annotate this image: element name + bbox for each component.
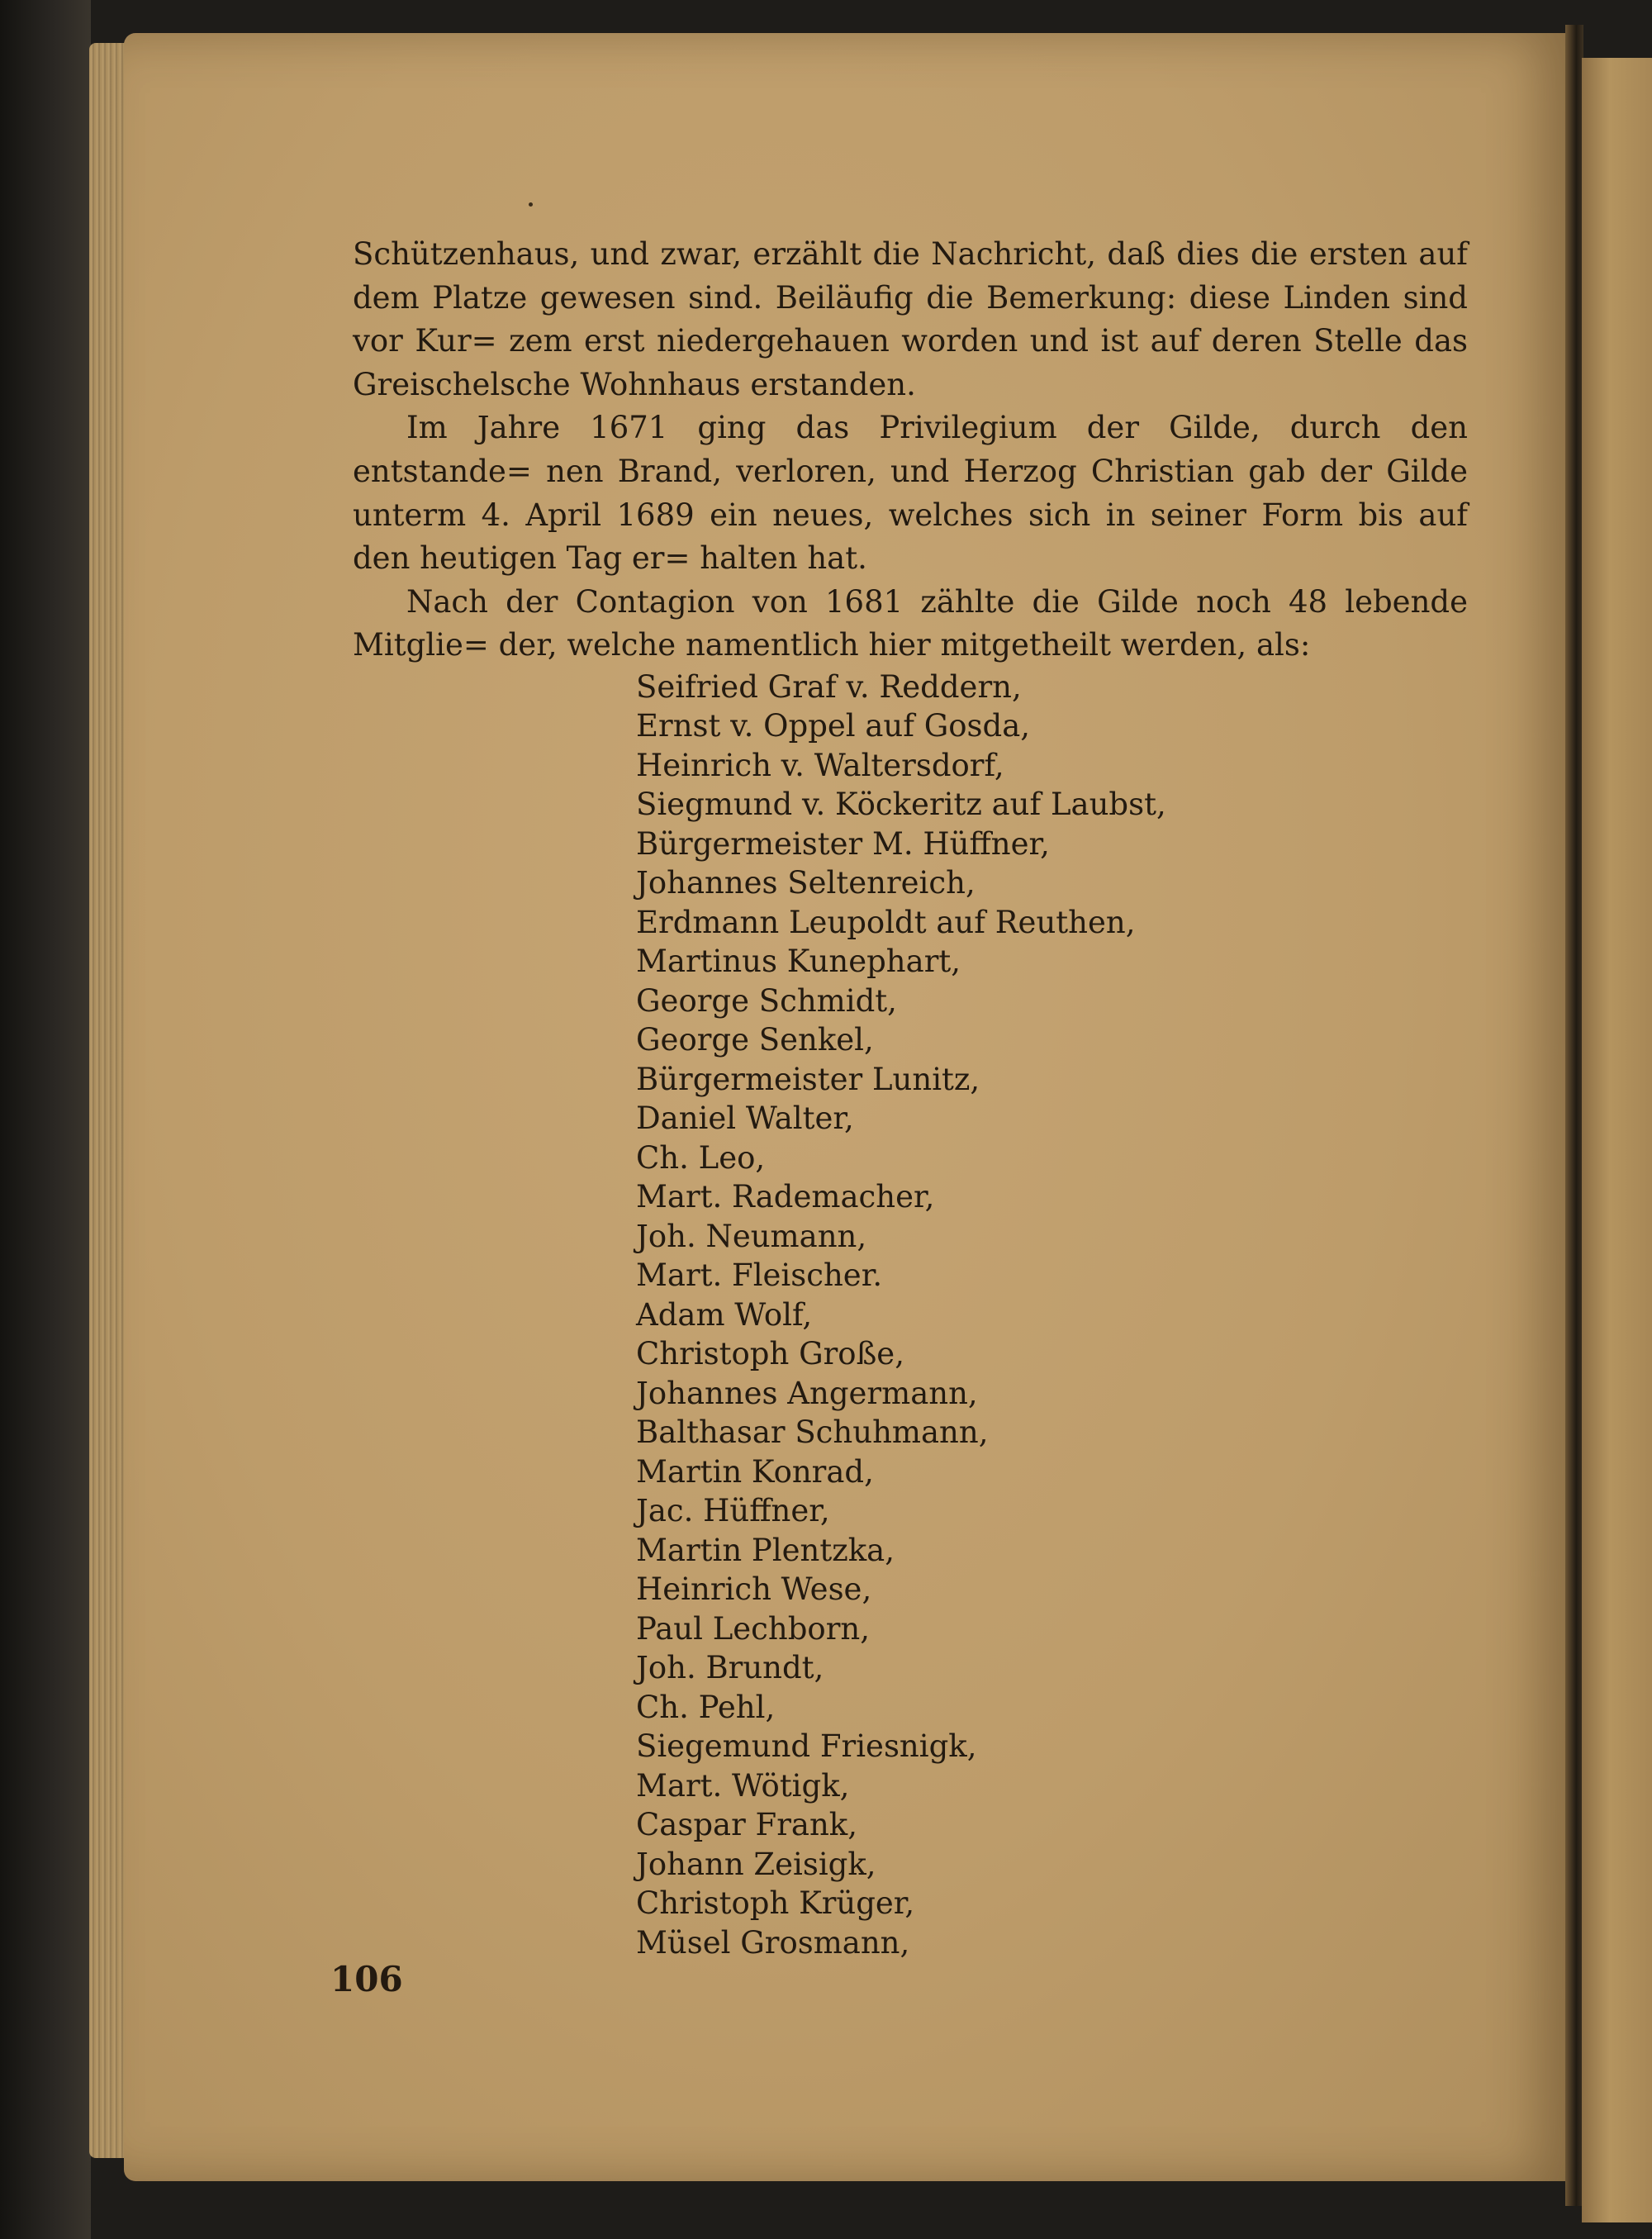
member-name: Mart. Wötigk, bbox=[636, 1767, 850, 1804]
member-name: Ch. Pehl, bbox=[636, 1689, 776, 1725]
member-name: Bürgermeister M. Hüffner, bbox=[636, 825, 1050, 862]
book-cover-edge bbox=[0, 0, 91, 2239]
paragraph-3 bbox=[353, 581, 1468, 668]
member-name: Christoph Große, bbox=[636, 1336, 904, 1372]
member-name: George Senkel, bbox=[636, 1022, 874, 1058]
book-gutter bbox=[1565, 25, 1583, 2206]
text-line: zem erst niedergehauen worden und ist auf deren Stelle das Greischelsche bbox=[353, 323, 1468, 402]
member-name: Johann Zeisigk, bbox=[636, 1846, 876, 1882]
text-line: halten hat. bbox=[700, 540, 867, 577]
page-text bbox=[353, 233, 1468, 1962]
ink-speck bbox=[529, 202, 533, 207]
page-number: 106 bbox=[330, 1959, 403, 1999]
member-name: Martinus Kunephart, bbox=[636, 944, 961, 980]
text-line: Nach der Contagion von 1681 zählte die Gilde noch 48 lebende Mitglie= bbox=[353, 583, 1468, 663]
member-name: Mart. Rademacher, bbox=[636, 1179, 935, 1215]
member-name: Johannes Angermann, bbox=[636, 1375, 978, 1411]
member-name: Paul Lechborn, bbox=[636, 1610, 870, 1647]
member-name: Müsel Grosmann, bbox=[636, 1924, 910, 1961]
facing-page-edge bbox=[1582, 58, 1652, 2222]
member-name: Heinrich Wese, bbox=[636, 1571, 872, 1608]
member-name: Siegemund Friesnigk, bbox=[636, 1728, 977, 1765]
member-name: Ch. Leo, bbox=[636, 1139, 766, 1176]
member-name: Christoph Krüger, bbox=[636, 1885, 915, 1922]
text-line: nen Brand, verloren, und Herzog Christian gab der Gilde unterm 4. April bbox=[353, 453, 1468, 533]
paragraph-1 bbox=[353, 233, 1468, 406]
member-name: Adam Wolf, bbox=[636, 1296, 813, 1333]
member-name: Mart. Fleischer. bbox=[636, 1257, 883, 1294]
member-name: Seifried Graf v. Reddern, bbox=[636, 668, 1022, 705]
member-name: Joh. Neumann, bbox=[636, 1218, 867, 1254]
member-name: Erdmann Leupoldt auf Reuthen, bbox=[636, 904, 1136, 940]
member-name: Daniel Walter, bbox=[636, 1100, 854, 1137]
text-line: Wohnhaus erstanden. bbox=[580, 366, 916, 402]
member-name: Martin Konrad, bbox=[636, 1453, 874, 1490]
paragraph-2 bbox=[353, 406, 1468, 580]
member-name: Heinrich v. Waltersdorf, bbox=[636, 747, 1004, 783]
member-name: Siegmund v. Köckeritz auf Laubst, bbox=[636, 787, 1166, 823]
member-name: Johannes Seltenreich, bbox=[636, 865, 976, 901]
member-name: Balthasar Schuhmann, bbox=[636, 1414, 989, 1451]
member-name: Jac. Hüffner, bbox=[636, 1493, 830, 1529]
text-line: Platze gewesen sind. Beiläufig die Bemerkung: diese Linden sind vor Kur= bbox=[353, 279, 1468, 359]
member-name: Ernst v. Oppel auf Gosda, bbox=[636, 708, 1031, 744]
member-name: George Schmidt, bbox=[636, 982, 897, 1019]
text-line: 1689 ein neues, welches sich in seiner Form bis auf den heutigen Tag er= bbox=[353, 497, 1468, 577]
text-line: Schützenhaus, und zwar, erzählt die Nachricht, daß dies die ersten auf dem bbox=[353, 236, 1468, 316]
member-name: Joh. Brundt, bbox=[636, 1650, 824, 1686]
member-name: Martin Plentzka, bbox=[636, 1532, 895, 1568]
text-line: Im Jahre 1671 ging das Privilegium der Gilde, durch den entstande= bbox=[353, 410, 1468, 489]
member-name: Bürgermeister Lunitz, bbox=[636, 1061, 980, 1097]
member-name: Caspar Frank, bbox=[636, 1807, 857, 1843]
member-list bbox=[353, 668, 1468, 1963]
text-line: der, welche namentlich hier mitgetheilt werden, als: bbox=[498, 627, 1311, 663]
